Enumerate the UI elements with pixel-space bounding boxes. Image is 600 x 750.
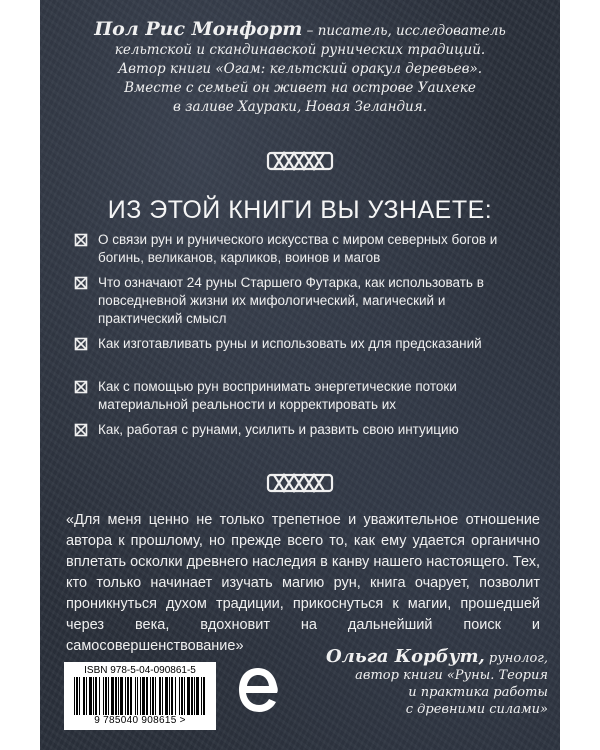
- reviewer-line-2: автор книги «Руны. Теория: [355, 668, 548, 683]
- author-bio-line-1: – писатель, исследователь: [302, 23, 506, 39]
- celtic-knot-divider-icon: [266, 150, 334, 172]
- review-quote: «Для меня ценно не только трепетное и уважительное отношение автора к прошлому, но прежде всего то, как ему удается органично вплетать осколки древнего наследия в канву нашего настоящего. Тех, кто только начинает изучать магию рун, книга очарует, позволит проникнуться духом традиции, прикоснуться к магии, прошедшей через века, вдохновит на дальнейший поиск и самосовершенствование»: [66, 512, 540, 654]
- list-item-text: Как, работая с рунами, усилить и развить свою интуицию: [98, 422, 459, 437]
- barcode-digits: 9 785040 908615 >: [94, 715, 186, 726]
- review-attribution: [296, 648, 548, 718]
- author-bio: [48, 20, 552, 117]
- celtic-knot-divider-icon: [266, 472, 334, 494]
- knot-bullet-icon: [74, 380, 88, 394]
- reviewer-line-3: и практика работы: [408, 685, 548, 700]
- list-item: [74, 335, 524, 353]
- list-item-text: Как с помощью рун воспринимать энергетические потоки материальной реальности и корректировать их: [98, 379, 457, 412]
- author-bio-line-5: в заливе Хаураки, Новая Зеландия.: [173, 99, 427, 115]
- knot-bullet-icon: [74, 337, 88, 351]
- reviewer-role: рунолог,: [484, 651, 548, 666]
- isbn-number: ISBN 978-5-04-090861-5: [84, 665, 196, 676]
- reviewer-line-4: с древними силами»: [405, 702, 548, 717]
- knot-bullet-icon: [74, 423, 88, 437]
- author-bio-line-3: Автор книги «Огам: кельтский оракул деревьев».: [117, 61, 483, 77]
- list-item: [74, 421, 524, 439]
- publisher-logo-icon: [235, 664, 281, 716]
- author-bio-line-2: кельтской и скандинавской рунических традиций.: [114, 42, 486, 58]
- list-item-text: Что означают 24 руны Старшего Футарка, как использовать в повседневной жизни их мифологический, магический и практический смысл: [98, 275, 484, 326]
- list-item-text: О связи рун и рунического искусства с миром северных богов и богинь, великанов, карликов, воинов и магов: [98, 232, 498, 265]
- knot-bullet-icon: [74, 233, 88, 247]
- list-item: [74, 231, 524, 267]
- author-bio-line-4: Вместе с семьей он живет на острове Уаихеке: [124, 80, 476, 96]
- list-item: [74, 378, 524, 414]
- book-back-cover: [40, 0, 560, 750]
- barcode-bars: [74, 677, 206, 715]
- section-heading: ИЗ ЭТОЙ КНИГИ ВЫ УЗНАЕТЕ:: [107, 196, 493, 224]
- knot-bullet-icon: [74, 276, 88, 290]
- list-item-text: Как изготавливать руны и использовать их для предсказаний: [98, 336, 482, 351]
- author-name: Пол Рис Монфорт: [94, 18, 303, 40]
- reviewer-name: Ольга Корбут,: [325, 646, 485, 667]
- isbn-barcode: [64, 662, 216, 730]
- list-item: [74, 274, 524, 328]
